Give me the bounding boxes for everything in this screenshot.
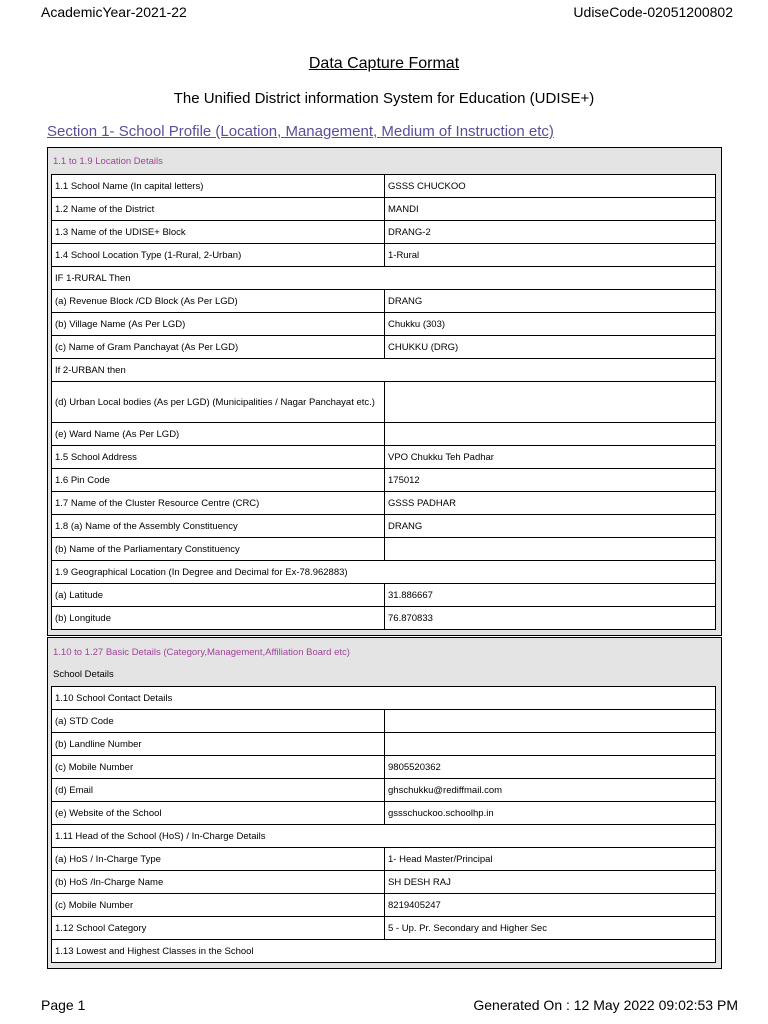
row-value — [385, 382, 715, 422]
section-title: Section 1- School Profile (Location, Management, Medium of Instruction etc) — [47, 123, 554, 140]
row-value: 8219405247 — [388, 899, 441, 911]
table-row — [51, 358, 716, 382]
row-label: (a) Latitude — [52, 584, 385, 606]
row-label: (e) Ward Name (As Per LGD) — [52, 423, 385, 445]
table-row — [51, 220, 716, 244]
table-row — [51, 606, 716, 630]
table-row — [51, 801, 716, 825]
row-label: 1.4 School Location Type (1-Rural, 2-Urban) — [52, 244, 385, 266]
table-row — [51, 197, 716, 221]
row-label: IF 1-RURAL Then — [55, 272, 131, 284]
row-value: 175012 — [388, 474, 420, 486]
row-label: (c) Mobile Number — [52, 894, 385, 916]
table-row — [51, 381, 716, 423]
row-value: GSSS PADHAR — [388, 497, 456, 509]
table-row — [51, 686, 716, 710]
row-value: DRANG — [388, 520, 423, 532]
table-row — [51, 266, 716, 290]
row-label: 1.13 Lowest and Highest Classes in the School — [55, 945, 254, 957]
udise-code: UdiseCode-02051200802 — [573, 4, 733, 20]
row-label: (d) Email — [52, 779, 385, 801]
table-row — [51, 732, 716, 756]
row-value — [385, 710, 715, 732]
row-label: 1.3 Name of the UDISE+ Block — [52, 221, 385, 243]
table-row — [51, 755, 716, 779]
basic-details-table — [47, 637, 722, 969]
table-row — [51, 335, 716, 359]
row-value: 76.870833 — [388, 612, 433, 624]
table-row — [51, 312, 716, 336]
table-row — [51, 289, 716, 313]
table-row — [51, 537, 716, 561]
row-value: 9805520362 — [388, 761, 441, 773]
row-value: DRANG — [388, 295, 423, 307]
page-subtitle: The Unified District information System for Education (UDISE+) — [173, 90, 595, 107]
row-value — [385, 733, 715, 755]
row-value: gssschuckoo.schoolhp.in — [388, 807, 494, 819]
row-label: 1.7 Name of the Cluster Resource Centre (CRC) — [52, 492, 385, 514]
table-row — [51, 422, 716, 446]
page-number: Page 1 — [41, 997, 86, 1013]
table-row — [51, 893, 716, 917]
row-label: (c) Name of Gram Panchayat (As Per LGD) — [52, 336, 385, 358]
table-row — [51, 778, 716, 802]
row-value: GSSS CHUCKOO — [388, 180, 466, 192]
row-label: 1.8 (a) Name of the Assembly Constituency — [52, 515, 385, 537]
location-details-heading: 1.1 to 1.9 Location Details — [53, 156, 163, 167]
table-row — [51, 870, 716, 894]
row-label: 1.11 Head of the School (HoS) / In-Charge Details — [55, 830, 266, 842]
row-value: ghschukku@rediffmail.com — [388, 784, 503, 796]
table-row — [51, 243, 716, 267]
row-label: (a) STD Code — [52, 710, 385, 732]
row-value: 1-Rural — [388, 249, 420, 261]
row-value: DRANG-2 — [388, 226, 431, 238]
row-label: 1.10 School Contact Details — [55, 692, 173, 704]
table-row — [51, 824, 716, 848]
row-value: Chukku (303) — [388, 318, 446, 330]
table-row — [51, 916, 716, 940]
row-value: CHUKKU (DRG) — [388, 341, 459, 353]
row-label: 1.6 Pin Code — [52, 469, 385, 491]
row-label: (c) Mobile Number — [52, 756, 385, 778]
row-label: (e) Website of the School — [52, 802, 385, 824]
table-row — [51, 514, 716, 538]
table-row — [51, 560, 716, 584]
row-label: 1.1 School Name (In capital letters) — [52, 175, 385, 197]
table-row — [51, 174, 716, 198]
row-value: 31.886667 — [388, 589, 433, 601]
row-label: (b) Landline Number — [52, 733, 385, 755]
table-row — [51, 491, 716, 515]
row-label: (a) Revenue Block /CD Block (As Per LGD) — [52, 290, 385, 312]
row-value: SH DESH RAJ — [388, 876, 451, 888]
row-value — [385, 423, 715, 445]
basic-details-heading: 1.10 to 1.27 Basic Details (Category,Management,Affiliation Board etc) — [53, 647, 350, 658]
row-label: (a) HoS / In-Charge Type — [52, 848, 385, 870]
generated-timestamp: Generated On : 12 May 2022 09:02:53 PM — [473, 997, 738, 1013]
row-value: 5 - Up. Pr. Secondary and Higher Sec — [388, 922, 547, 934]
table-row — [51, 468, 716, 492]
row-label: 1.12 School Category — [52, 917, 385, 939]
table-row — [51, 847, 716, 871]
academic-year: AcademicYear-2021-22 — [41, 4, 187, 20]
location-details-table — [47, 147, 722, 636]
row-label: 1.5 School Address — [52, 446, 385, 468]
row-label: 1.2 Name of the District — [52, 198, 385, 220]
row-label: If 2-URBAN then — [55, 364, 126, 376]
school-details-label: School Details — [53, 669, 114, 680]
row-value: VPO Chukku Teh Padhar — [388, 451, 494, 463]
row-value: MANDI — [388, 203, 419, 215]
table-row — [51, 709, 716, 733]
table-row — [51, 445, 716, 469]
row-value — [385, 538, 715, 560]
row-label: (b) Name of the Parliamentary Constituency — [52, 538, 385, 560]
row-label: (b) HoS /In-Charge Name — [52, 871, 385, 893]
page-title: Data Capture Format — [308, 55, 460, 72]
row-label: (b) Village Name (As Per LGD) — [52, 313, 385, 335]
row-label: 1.9 Geographical Location (In Degree and Decimal for Ex-78.962883) — [55, 566, 348, 578]
row-label: (b) Longitude — [52, 607, 385, 629]
table-row — [51, 939, 716, 963]
row-label: (d) Urban Local bodies (As per LGD) (Municipalities / Nagar Panchayat etc.) — [52, 382, 385, 422]
row-value: 1- Head Master/Principal — [388, 853, 493, 865]
table-row — [51, 583, 716, 607]
